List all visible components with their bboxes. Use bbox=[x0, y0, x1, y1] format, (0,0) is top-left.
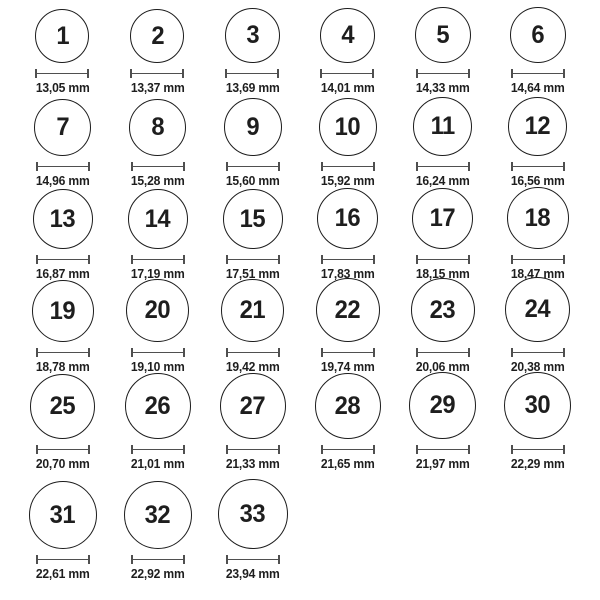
size-cell bbox=[412, 188, 473, 282]
diameter-dimension-line bbox=[321, 255, 375, 264]
size-cell bbox=[29, 481, 97, 582]
size-cell bbox=[220, 373, 286, 472]
ring-circle bbox=[128, 189, 188, 249]
diameter-dimension-line bbox=[416, 69, 470, 78]
size-number: 27 bbox=[239, 391, 266, 420]
size-number: 15 bbox=[239, 204, 266, 233]
ring-circle bbox=[129, 99, 186, 156]
diameter-label: 19,10 mm bbox=[130, 360, 185, 374]
diameter-dimension-line bbox=[416, 445, 470, 454]
size-cell bbox=[319, 98, 377, 189]
size-cell bbox=[225, 8, 280, 96]
diameter-label: 23,94 mm bbox=[225, 567, 280, 581]
diameter-dimension-line bbox=[226, 162, 280, 171]
ring-circle bbox=[221, 279, 284, 342]
size-number: 25 bbox=[49, 392, 76, 420]
size-number: 9 bbox=[246, 112, 259, 141]
diameter-dimension-line bbox=[226, 255, 280, 264]
diameter-dimension-line bbox=[321, 348, 375, 357]
size-cell bbox=[411, 278, 475, 375]
size-cell bbox=[129, 99, 186, 189]
ring-circle bbox=[409, 372, 476, 439]
ring-circle bbox=[30, 374, 95, 439]
size-number: 23 bbox=[429, 295, 456, 324]
ring-circle bbox=[507, 187, 569, 249]
size-number: 18 bbox=[524, 203, 551, 232]
ring-circle bbox=[225, 8, 280, 63]
size-number: 7 bbox=[56, 113, 69, 141]
diameter-dimension-line bbox=[131, 255, 185, 264]
ring-circle bbox=[505, 277, 570, 342]
diameter-label: 18,15 mm bbox=[415, 267, 470, 281]
ring-circle bbox=[130, 9, 184, 63]
ring-circle bbox=[320, 8, 375, 63]
size-cell bbox=[317, 188, 378, 282]
size-number: 11 bbox=[430, 112, 455, 140]
size-cell bbox=[126, 279, 189, 375]
diameter-label: 22,29 mm bbox=[510, 457, 565, 471]
diameter-label: 22,61 mm bbox=[35, 567, 90, 581]
diameter-label: 16,87 mm bbox=[35, 267, 90, 281]
size-number: 32 bbox=[144, 500, 171, 529]
ring-circle bbox=[413, 97, 472, 156]
diameter-dimension-line bbox=[321, 162, 375, 171]
diameter-dimension-line bbox=[416, 348, 470, 357]
ring-circle bbox=[317, 188, 378, 249]
ring-circle bbox=[223, 189, 283, 249]
diameter-dimension-line bbox=[226, 445, 280, 454]
diameter-label: 18,78 mm bbox=[35, 360, 90, 374]
ring-circle bbox=[319, 98, 377, 156]
ring-circle bbox=[316, 278, 380, 342]
size-cell bbox=[315, 373, 381, 472]
diameter-label: 16,24 mm bbox=[415, 174, 470, 188]
diameter-dimension-line bbox=[511, 255, 565, 264]
size-cell bbox=[510, 7, 566, 96]
diameter-label: 22,92 mm bbox=[130, 567, 185, 581]
diameter-label: 14,33 mm bbox=[415, 81, 470, 95]
ring-circle bbox=[508, 97, 567, 156]
diameter-dimension-line bbox=[131, 445, 185, 454]
size-number: 2 bbox=[151, 21, 164, 50]
diameter-dimension-line bbox=[225, 69, 279, 78]
ring-circle bbox=[32, 280, 94, 342]
size-cell bbox=[505, 277, 570, 375]
ring-circle bbox=[124, 481, 192, 549]
diameter-dimension-line bbox=[35, 69, 89, 78]
diameter-label: 17,83 mm bbox=[320, 267, 375, 281]
size-number: 26 bbox=[144, 391, 171, 420]
diameter-label: 14,64 mm bbox=[510, 81, 565, 95]
diameter-label: 21,01 mm bbox=[130, 457, 185, 471]
size-number: 17 bbox=[429, 204, 456, 232]
diameter-label: 19,42 mm bbox=[225, 360, 280, 374]
diameter-label: 21,97 mm bbox=[415, 457, 470, 471]
size-number: 22 bbox=[334, 295, 361, 324]
size-number: 10 bbox=[334, 112, 361, 141]
ring-circle bbox=[220, 373, 286, 439]
diameter-dimension-line bbox=[36, 162, 90, 171]
size-cell bbox=[34, 99, 91, 189]
ring-circle bbox=[510, 7, 566, 63]
size-cell bbox=[33, 189, 93, 282]
diameter-dimension-line bbox=[511, 69, 565, 78]
size-cell bbox=[508, 97, 567, 189]
size-cell bbox=[30, 374, 95, 472]
ring-circle bbox=[218, 479, 288, 549]
size-number: 3 bbox=[246, 21, 259, 49]
size-number: 33 bbox=[239, 499, 266, 528]
size-cell bbox=[32, 280, 94, 375]
diameter-dimension-line bbox=[416, 255, 470, 264]
ring-circle bbox=[126, 279, 189, 342]
diameter-label: 21,65 mm bbox=[320, 457, 375, 471]
diameter-dimension-line bbox=[131, 162, 185, 171]
diameter-dimension-line bbox=[226, 555, 280, 564]
diameter-dimension-line bbox=[131, 555, 185, 564]
size-number: 29 bbox=[429, 391, 456, 419]
diameter-label: 14,01 mm bbox=[320, 81, 375, 95]
size-cell bbox=[504, 372, 571, 472]
diameter-dimension-line bbox=[511, 445, 565, 454]
diameter-dimension-line bbox=[511, 348, 565, 357]
size-number: 20 bbox=[144, 296, 171, 324]
size-cell bbox=[409, 372, 476, 472]
size-number: 30 bbox=[524, 391, 551, 419]
diameter-label: 15,28 mm bbox=[130, 174, 185, 188]
size-cell bbox=[316, 278, 380, 375]
diameter-label: 19,74 mm bbox=[320, 360, 375, 374]
diameter-label: 18,47 mm bbox=[510, 267, 565, 281]
size-number: 12 bbox=[524, 112, 551, 140]
diameter-dimension-line bbox=[511, 162, 565, 171]
size-cell bbox=[35, 9, 90, 96]
size-cell bbox=[221, 279, 284, 375]
ring-circle bbox=[125, 373, 191, 439]
diameter-dimension-line bbox=[416, 162, 470, 171]
size-cell bbox=[218, 479, 288, 582]
size-number: 28 bbox=[334, 391, 361, 420]
size-number: 31 bbox=[49, 500, 76, 529]
size-number: 21 bbox=[239, 296, 266, 324]
size-cell bbox=[507, 187, 569, 282]
diameter-label: 13,69 mm bbox=[225, 81, 280, 95]
size-cell bbox=[124, 481, 192, 582]
diameter-label: 15,92 mm bbox=[320, 174, 375, 188]
ring-circle bbox=[415, 7, 471, 63]
size-cell bbox=[413, 97, 472, 189]
ring-circle bbox=[34, 99, 91, 156]
size-number: 24 bbox=[524, 295, 551, 323]
diameter-dimension-line bbox=[36, 445, 90, 454]
ring-circle bbox=[411, 278, 475, 342]
ring-circle bbox=[504, 372, 571, 439]
ring-circle bbox=[315, 373, 381, 439]
diameter-label: 13,37 mm bbox=[130, 81, 185, 95]
diameter-dimension-line bbox=[36, 555, 90, 564]
ring-circle bbox=[224, 98, 282, 156]
diameter-dimension-line bbox=[36, 348, 90, 357]
size-number: 13 bbox=[49, 204, 76, 233]
diameter-label: 21,33 mm bbox=[225, 457, 280, 471]
ring-circle bbox=[29, 481, 97, 549]
diameter-label: 13,05 mm bbox=[35, 81, 90, 95]
diameter-dimension-line bbox=[321, 445, 375, 454]
diameter-dimension-line bbox=[130, 69, 184, 78]
size-number: 4 bbox=[341, 21, 354, 49]
ring-circle bbox=[35, 9, 89, 63]
ring-circle bbox=[33, 189, 93, 249]
diameter-label: 20,06 mm bbox=[415, 360, 470, 374]
diameter-label: 15,60 mm bbox=[225, 174, 280, 188]
size-cell bbox=[320, 8, 375, 96]
diameter-label: 14,96 mm bbox=[35, 174, 90, 188]
size-number: 1 bbox=[56, 21, 69, 50]
ring-circle bbox=[412, 188, 473, 249]
diameter-dimension-line bbox=[320, 69, 374, 78]
diameter-label: 17,19 mm bbox=[130, 267, 185, 281]
size-cell bbox=[415, 7, 471, 96]
diameter-dimension-line bbox=[36, 255, 90, 264]
size-number: 8 bbox=[151, 113, 164, 141]
diameter-label: 16,56 mm bbox=[510, 174, 565, 188]
size-cell bbox=[224, 98, 282, 189]
size-number: 6 bbox=[531, 20, 544, 49]
size-number: 5 bbox=[436, 20, 449, 49]
diameter-dimension-line bbox=[131, 348, 185, 357]
diameter-dimension-line bbox=[226, 348, 280, 357]
size-cell bbox=[223, 189, 283, 282]
size-number: 16 bbox=[334, 204, 361, 232]
size-cell bbox=[130, 9, 185, 96]
size-number: 14 bbox=[144, 204, 171, 233]
size-cell bbox=[128, 189, 188, 282]
diameter-label: 20,38 mm bbox=[510, 360, 565, 374]
size-number: 19 bbox=[49, 296, 76, 325]
diameter-label: 17,51 mm bbox=[225, 267, 280, 281]
size-cell bbox=[125, 373, 191, 472]
diameter-label: 20,70 mm bbox=[35, 457, 90, 471]
